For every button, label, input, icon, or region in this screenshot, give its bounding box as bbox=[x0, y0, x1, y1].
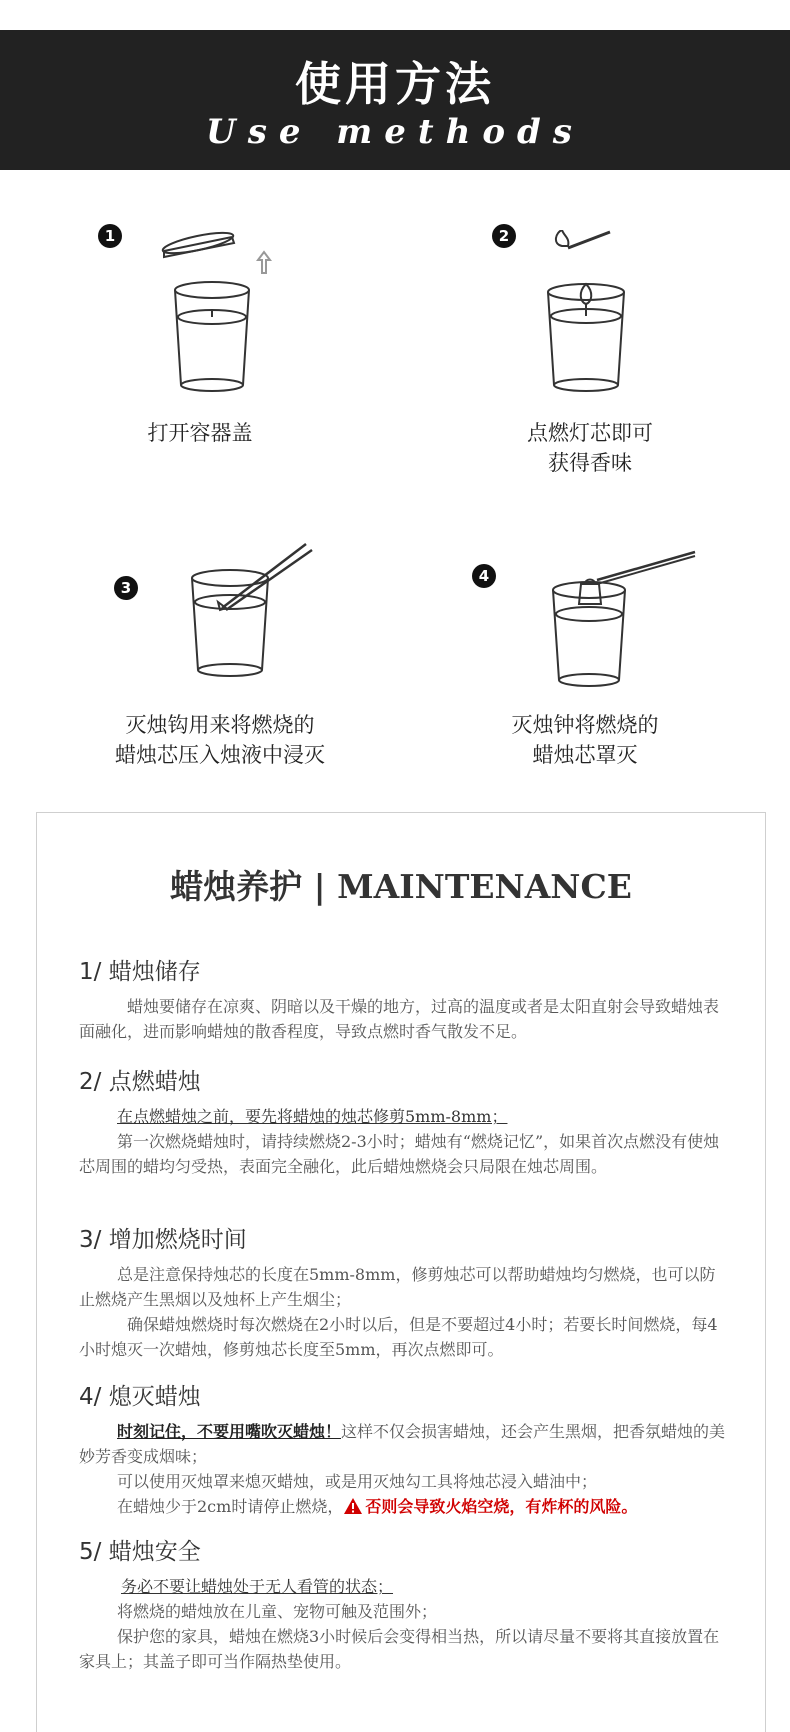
section-heading: 5/ 蜡烛安全 bbox=[79, 1539, 201, 1565]
section-text: 第一次燃烧蜡烛时，请持续燃烧2-3小时；蜡烛有“燃烧记忆”，如果首次点燃没有使烛芯周围的蜡均匀受热，表面完全融化，此后蜡烛燃烧会只局限在烛芯周围。 bbox=[79, 1132, 720, 1176]
step-number-badge: 1 bbox=[98, 224, 122, 248]
step-number-badge: 2 bbox=[492, 224, 516, 248]
page-subtitle: Use methods bbox=[206, 112, 584, 152]
step-number-badge: 3 bbox=[114, 576, 138, 600]
section-text: 时刻记住，不要用嘴吹灭蜡烛！这样不仅会损害蜡烛，还会产生黑烟，把香氛蜡烛的美妙芳香变成烟味； bbox=[79, 1422, 726, 1466]
section-burn-time bbox=[79, 1221, 729, 1362]
section-heading: 1/ 蜡烛储存 bbox=[79, 959, 201, 985]
section-safety bbox=[79, 1533, 729, 1674]
section-text: 保护您的家具，蜡烛在燃烧3小时候后会变得相当热，所以请尽量不要将其直接放置在家具上；其盖子即可当作隔热垫使用。 bbox=[79, 1627, 720, 1671]
step-caption: 灭烛钩用来将燃烧的 蜡烛芯压入烛液中浸灭 bbox=[115, 713, 325, 767]
step-number-badge: 4 bbox=[472, 564, 496, 588]
section-text: 确保蜡烛燃烧时每次燃烧在2小时以后，但是不要超过4小时；若要长时间燃烧，每4小时熄灭一次蜡烛，修剪烛芯长度至5mm，再次点燃即可。 bbox=[79, 1315, 718, 1359]
warning-text: 否则会导致火焰空烧，有炸杯的风险。 bbox=[365, 1497, 638, 1516]
section-heading: 3/ 增加燃烧时间 bbox=[79, 1227, 247, 1253]
section-heading: 2/ 点燃蜡烛 bbox=[79, 1069, 201, 1095]
section-text: 在点燃蜡烛之前，要先将蜡烛的烛芯修剪5mm-8mm； bbox=[117, 1107, 508, 1126]
step-2 bbox=[430, 210, 730, 475]
section-lighting bbox=[79, 1063, 729, 1179]
step-caption: 灭烛钟将燃烧的 蜡烛芯罩灭 bbox=[511, 713, 659, 767]
maintenance-panel bbox=[36, 812, 766, 1732]
warning-icon bbox=[343, 1497, 363, 1515]
section-text: 总是注意保持烛芯的长度在5mm-8mm，修剪烛芯可以帮助蜡烛均匀燃烧，也可以防止燃烧产生黑烟以及烛杯上产生烟尘； bbox=[79, 1265, 716, 1309]
section-text: 可以使用灭烛罩来熄灭蜡烛，或是用灭烛勾工具将烛芯浸入蜡油中； bbox=[117, 1472, 598, 1491]
page-title: 使用方法 bbox=[295, 57, 495, 111]
step-4 bbox=[430, 540, 730, 790]
section-extinguish bbox=[79, 1378, 729, 1519]
section-storage bbox=[79, 953, 729, 1044]
step-caption: 打开容器盖 bbox=[147, 421, 253, 445]
wick-dipper-icon bbox=[180, 540, 340, 680]
section-text: 在蜡烛少于2cm时请停止燃烧， 否则会导致火焰空烧，有炸杯的风险。 bbox=[117, 1497, 638, 1516]
step-3 bbox=[70, 540, 370, 790]
header-banner bbox=[0, 30, 790, 170]
section-text: 将燃烧的蜡烛放在儿童、宠物可触及范围外； bbox=[117, 1602, 438, 1621]
open-lid-cup-icon bbox=[160, 225, 300, 405]
step-1 bbox=[70, 210, 370, 460]
step-caption: 点燃灯芯即可 获得香味 bbox=[527, 421, 653, 475]
section-heading: 4/ 熄灭蜡烛 bbox=[79, 1384, 201, 1410]
lit-candle-icon bbox=[540, 230, 680, 400]
maintenance-title: 蜡烛养护 | MAINTENANCE bbox=[170, 867, 632, 906]
section-text: 务必不要让蜡烛处于无人看管的状态； bbox=[121, 1577, 394, 1596]
section-text: 蜡烛要储存在凉爽、阴暗以及干燥的地方，过高的温度或者是太阳直射会导致蜡烛表面融化，进而影响蜡烛的散香程度，导致点燃时香气散发不足。 bbox=[79, 997, 720, 1041]
snuffer-bell-icon bbox=[545, 540, 705, 690]
